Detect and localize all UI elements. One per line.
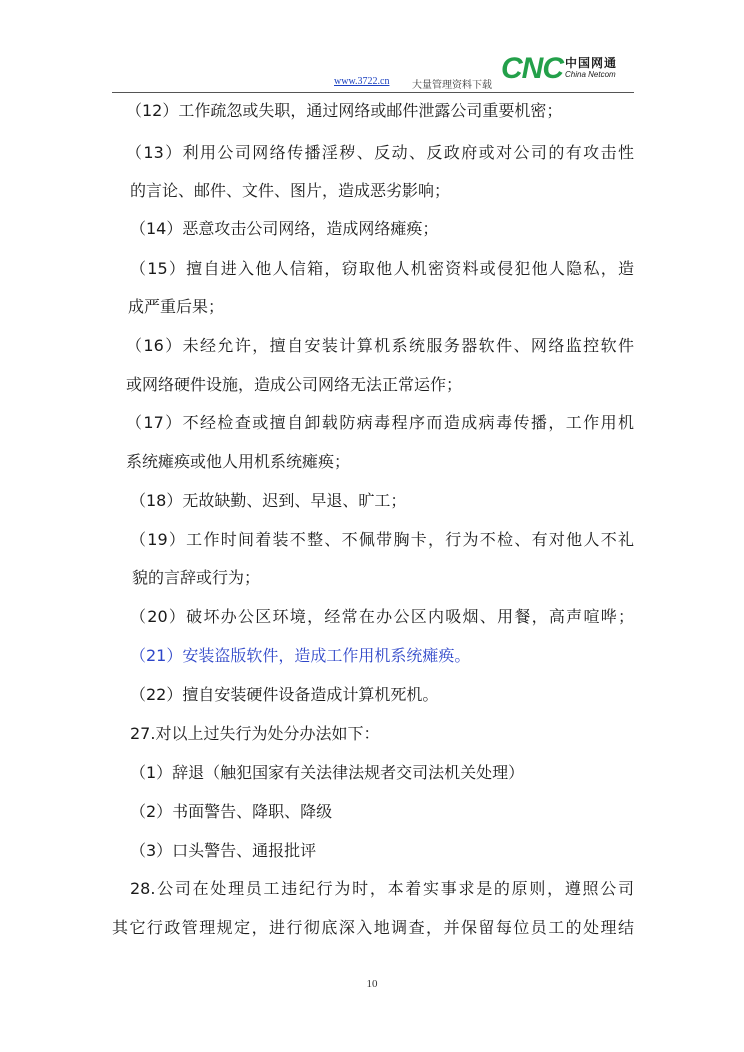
text-line: 的言论、邮件、文件、图片，造成恶劣影响； xyxy=(130,181,451,200)
text-line: （22）擅自安装硬件设备造成计算机死机。 xyxy=(130,685,439,704)
text-line: （17）不经检查或擅自卸载防病毒程序而造成病毒传播，工作用机 xyxy=(126,413,634,432)
header-subtitle: 大量管理资料下载 xyxy=(412,80,492,91)
logo-cnc-text: CNC xyxy=(501,52,563,85)
text-line: （18）无故缺勤、迟到、早退、旷工； xyxy=(130,491,407,510)
logo-english-text: China Netcom xyxy=(565,70,616,79)
text-line: 貌的言辞或行为； xyxy=(132,568,261,587)
text-line: 28.公司在处理员工违纪行为时，本着实事求是的原则，遵照公司 xyxy=(130,879,634,898)
page-header xyxy=(112,44,634,94)
text-line: （15）擅自进入他人信箱，窃取他人机密资料或侵犯他人隐私，造 xyxy=(130,259,634,278)
text-line: 成严重后果； xyxy=(128,297,225,316)
text-line: （14）恶意攻击公司网络，造成网络瘫痪； xyxy=(130,219,439,238)
text-line: 27.对以上过失行为处分办法如下： xyxy=(130,724,380,743)
text-line: （19）工作时间着装不整、不佩带胸卡，行为不检、有对他人不礼 xyxy=(130,530,634,549)
header-divider xyxy=(112,92,634,93)
text-line: （20）破坏办公区环境，经常在办公区内吸烟、用餐，高声喧哗； xyxy=(130,607,634,626)
china-netcom-logo xyxy=(501,52,635,88)
header-link[interactable]: www.3722.cn xyxy=(334,76,390,87)
text-line: 其它行政管理规定，进行彻底深入地调查，并保留每位员工的处理结 xyxy=(112,918,634,937)
text-line: （2）书面警告、降职、降级 xyxy=(130,802,333,821)
page-number: 10 xyxy=(366,978,378,990)
text-line: （13）利用公司网络传播淫秽、反动、反政府或对公司的有攻击性 xyxy=(126,143,634,162)
text-line: （3）口头警告、通报批评 xyxy=(130,841,317,860)
text-line: 或网络硬件设施，造成公司网络无法正常运作； xyxy=(126,375,463,394)
text-line: （16）未经允许，擅自安装计算机系统服务器软件、网络监控软件 xyxy=(126,336,634,355)
text-line: 系统瘫痪或他人用机系统瘫痪； xyxy=(126,452,351,471)
text-line: （12）工作疏忽或失职，通过网络或邮件泄露公司重要机密； xyxy=(126,101,563,120)
text-line-highlighted: （21）安装盗版软件，造成工作用机系统瘫痪。 xyxy=(130,646,471,665)
text-line: （1）辞退（触犯国家有关法律法规者交司法机关处理） xyxy=(130,763,525,782)
logo-chinese-text: 中国网通 xyxy=(565,56,618,70)
